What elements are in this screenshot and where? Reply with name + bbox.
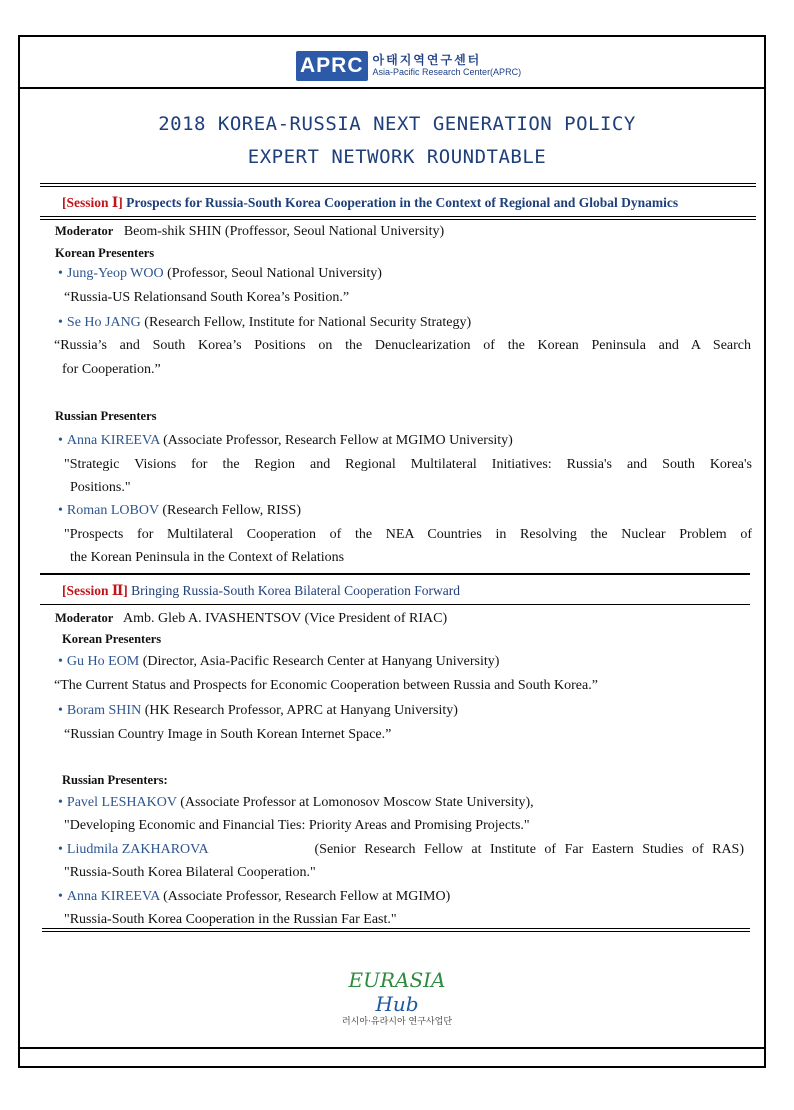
aprc-logo-mark: APRC <box>296 51 368 81</box>
aprc-logo-korean: 아태지역연구센터 <box>372 53 482 68</box>
eurasia-hub-logo <box>332 968 462 1027</box>
presenter-name: Liudmila ZAKHAROVA <box>66 842 209 857</box>
session2-talk-5: "Russia-South Korea Cooperation in the Russian Far East." <box>64 912 397 927</box>
aprc-logo-english: Asia-Pacific Research Center(APRC) <box>372 66 522 77</box>
moderator-name: Beom-shik SHIN (Proffessor, Seoul National University) <box>123 224 445 239</box>
bullet-icon: • <box>58 889 63 904</box>
session1-talk-4b: the Korean Peninsula in the Context of Relations <box>70 550 345 565</box>
session1-talk-3b: Positions." <box>70 480 131 495</box>
bullet-icon: • <box>58 315 63 330</box>
session1-bottom-rule <box>40 216 756 220</box>
session2-heading <box>62 583 460 599</box>
presenter-name: Roman LOBOV <box>66 503 159 518</box>
session1-moderator <box>55 224 444 240</box>
bullet-icon: • <box>58 266 63 281</box>
session1-presenter-2 <box>58 315 471 331</box>
session2-end-rule <box>42 928 750 932</box>
session1-presenter-4 <box>58 503 301 519</box>
session1-talk-2a: “Russia’s and South Korea’s Positions on the Denuclearization of the Korean Peninsula and A Search <box>54 338 751 353</box>
presenter-affiliation: (Senior Research Fellow at Institute of Far Eastern Studies of RAS) <box>314 842 744 857</box>
session1-russian-label: Russian Presenters <box>55 409 157 423</box>
bullet-icon: • <box>58 795 63 810</box>
presenter-name: Pavel LESHAKOV <box>66 795 177 810</box>
session1-title: Prospects for Russia-South Korea Cooperation in the Context of Regional and Global Dynamics <box>126 195 679 210</box>
presenter-name: Gu Ho EOM <box>66 654 140 669</box>
page-title-line2: EXPERT NETWORK ROUNDTABLE <box>247 146 547 168</box>
presenter-affiliation: (HK Research Professor, APRC at Hanyang University) <box>144 703 458 718</box>
presenter-affiliation: (Director, Asia-Pacific Research Center at Hanyang University) <box>142 654 500 669</box>
session2-russian-label: Russian Presenters: <box>62 773 168 787</box>
bottom-rule <box>20 1047 764 1049</box>
session1-talk-3a: "Strategic Visions for the Region and Regional Multilateral Initiatives: Russia's and South Korea's <box>64 457 752 472</box>
presenter-affiliation: (Professor, Seoul National University) <box>167 266 382 281</box>
session2-tag: [Session Ⅱ] <box>62 583 128 598</box>
eurasia-hub-korean: 러시아·유라시아 연구사업단 <box>341 1017 453 1027</box>
session2-moderator <box>55 611 447 627</box>
aprc-logo <box>296 50 521 82</box>
session2-talk-3: "Developing Economic and Financial Ties: Priority Areas and Promising Projects." <box>64 818 530 833</box>
session1-presenter-3 <box>58 433 513 449</box>
eurasia-hub-wordmark: EURASIA Hub <box>348 968 446 1016</box>
presenter-affiliation: (Associate Professor, Research Fellow at MGIMO) <box>163 889 451 904</box>
session1-korean-label: Korean Presenters <box>55 246 155 260</box>
session1-top-rule <box>40 183 756 187</box>
session1-talk-2b: for Cooperation.” <box>62 362 161 377</box>
session2-presenter-1 <box>58 654 499 670</box>
session2-talk-2: “Russian Country Image in South Korean Internet Space.” <box>64 727 392 742</box>
presenter-affiliation: (Associate Professor, Research Fellow at MGIMO University) <box>163 433 513 448</box>
session1-tag: [Session Ⅰ] <box>62 195 123 210</box>
presenter-name: Boram SHIN <box>66 703 142 718</box>
page-title-line1: 2018 KOREA-RUSSIA NEXT GENERATION POLICY <box>158 113 636 135</box>
session2-top-rule <box>40 573 750 575</box>
session2-presenter-3 <box>58 795 534 811</box>
bullet-icon: • <box>58 503 63 518</box>
bullet-icon: • <box>58 842 63 857</box>
session2-korean-label: Korean Presenters <box>62 632 162 646</box>
session1-talk-1: “Russia-US Relationsand South Korea’s Position.” <box>64 290 350 305</box>
moderator-label: Moderator <box>55 224 114 238</box>
session2-presenter-2 <box>58 703 458 719</box>
session2-talk-4: "Russia-South Korea Bilateral Cooperation." <box>64 865 316 880</box>
session1-heading <box>62 195 678 211</box>
bullet-icon: • <box>58 654 63 669</box>
bullet-icon: • <box>58 433 63 448</box>
presenter-name: Anna KIREEVA <box>66 889 160 904</box>
presenter-affiliation: (Research Fellow, Institute for National Security Strategy) <box>144 315 472 330</box>
presenter-name: Jung-Yeop WOO <box>66 266 164 281</box>
session1-presenter-1 <box>58 266 382 282</box>
presenter-affiliation: (Associate Professor at Lomonosov Moscow State University), <box>180 795 534 810</box>
session2-talk-1: “The Current Status and Prospects for Economic Cooperation between Russia and South Korea.” <box>54 678 598 693</box>
moderator-label: Moderator <box>55 611 114 625</box>
presenter-name: Anna KIREEVA <box>66 433 160 448</box>
presenter-name: Se Ho JANG <box>66 315 141 330</box>
header-rule <box>18 87 766 89</box>
session2-presenter-4 <box>58 842 744 858</box>
session2-title: Bringing Russia-South Korea Bilateral Cooperation Forward <box>131 583 460 598</box>
bullet-icon: • <box>58 703 63 718</box>
moderator-name: Amb. Gleb A. IVASHENTSOV (Vice President of RIAC) <box>123 611 448 626</box>
session1-talk-4a: "Prospects for Multilateral Cooperation of the NEA Countries in Resolving the Nuclear Problem of <box>64 527 752 542</box>
presenter-affiliation: (Research Fellow, RISS) <box>162 503 302 518</box>
session2-presenter-5 <box>58 889 450 905</box>
session2-bottom-rule <box>40 604 750 605</box>
